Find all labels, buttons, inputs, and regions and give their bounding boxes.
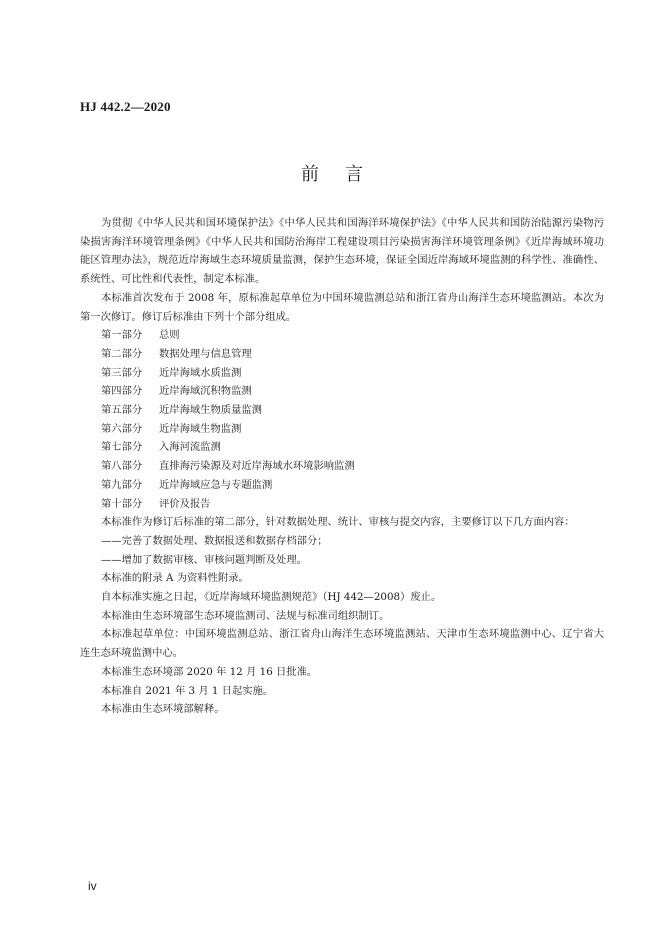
closing-paragraph: 自本标准实施之日起，《近岸海域环境监测规范》（HJ 442—2008）废止。 (101, 591, 442, 604)
closing-paragraph: 本标准生态环境部 2020 年 12 月 16 日批准。 (101, 665, 318, 678)
revision-item: ——增加了数据审核、审核问题判断及处理。 (101, 553, 307, 566)
standard-code: HJ 442.2—2020 (80, 99, 171, 114)
part-number: 第三部分 (101, 366, 143, 379)
part-name: 近岸海域应急与专题监测 (159, 478, 273, 491)
list-item (80, 438, 604, 457)
intro-paragraph: 为贯彻《中华人民共和国环境保护法》《中华人民共和国海洋环境保护法》《中华人民共和国防治陆源污染物污染损害海洋环境管理条例》《中华人民共和国防治海岸工程建设项目污染损害海洋环境管理条例》《近岸海域环境功能区管理办法》，规范近岸海域生态环境质量监测，保护生态环境，保证全国近岸海域环境监测的科学性、准确性、系统性、可比性和代表性，制定本标准。 (80, 217, 604, 286)
part-name: 直排海污染源及对近岸海域水环境影响监测 (159, 460, 355, 473)
list-item (80, 495, 604, 514)
part-name: 评价及报告 (159, 497, 211, 510)
revision-intro: 本标准作为修订后标准的第二部分，针对数据处理、统计、审核与提交内容，主要修订以下几方面内容： (101, 516, 575, 529)
intro-paragraph: 本标准首次发布于 2008 年，原标准起草单位为中国环境监测总站和浙江省舟山海洋生态环境监测站。本次为第一次修订。修订后标准由下列十个部分组成。 (80, 291, 604, 323)
closing-paragraph: 本标准由生态环境部生态环境监测司、法规与标准司组织制订。 (101, 609, 390, 622)
part-number: 第二部分 (101, 347, 143, 360)
part-name: 近岸海域沉积物监测 (159, 385, 252, 398)
list-item (80, 457, 604, 476)
foreword-body (80, 214, 604, 719)
part-number: 第八部分 (101, 460, 143, 473)
parts-list (80, 326, 604, 513)
part-name: 近岸海域水质监测 (159, 366, 242, 379)
list-item (80, 420, 604, 439)
closing-paragraph: 本标准自 2021 年 3 月 1 日起实施。 (101, 684, 274, 697)
list-item (80, 476, 604, 495)
closing-paragraph: 本标准由生态环境部解释。 (101, 703, 225, 716)
list-item (80, 364, 604, 383)
part-number: 第十部分 (101, 497, 143, 510)
closing-paragraph: 本标准的附录 A 为资料性附录。 (101, 572, 249, 585)
part-name: 近岸海域生物监测 (159, 422, 242, 435)
list-item (80, 382, 604, 401)
list-item (80, 326, 604, 345)
part-name: 近岸海域生物质量监测 (159, 404, 262, 417)
part-number: 第四部分 (101, 385, 143, 398)
part-number: 第一部分 (101, 329, 143, 342)
part-name: 总则 (159, 329, 180, 342)
list-item (80, 401, 604, 420)
part-number: 第七部分 (101, 441, 143, 454)
part-number: 第九部分 (101, 478, 143, 491)
page-number: iv (88, 879, 97, 893)
revision-item: ——完善了数据处理、数据报送和数据存档部分； (101, 534, 328, 547)
part-name: 数据处理与信息管理 (159, 347, 252, 360)
part-number: 第五部分 (101, 404, 143, 417)
part-number: 第六部分 (101, 422, 143, 435)
closing-paragraph: 本标准起草单位：中国环境监测总站、浙江省舟山海洋生态环境监测站、天津市生态环境监测中心、辽宁省大连生态环境监测中心。 (80, 628, 604, 660)
page-title: 前言 (301, 164, 389, 185)
list-item (80, 345, 604, 364)
part-name: 入海河流监测 (159, 441, 221, 454)
